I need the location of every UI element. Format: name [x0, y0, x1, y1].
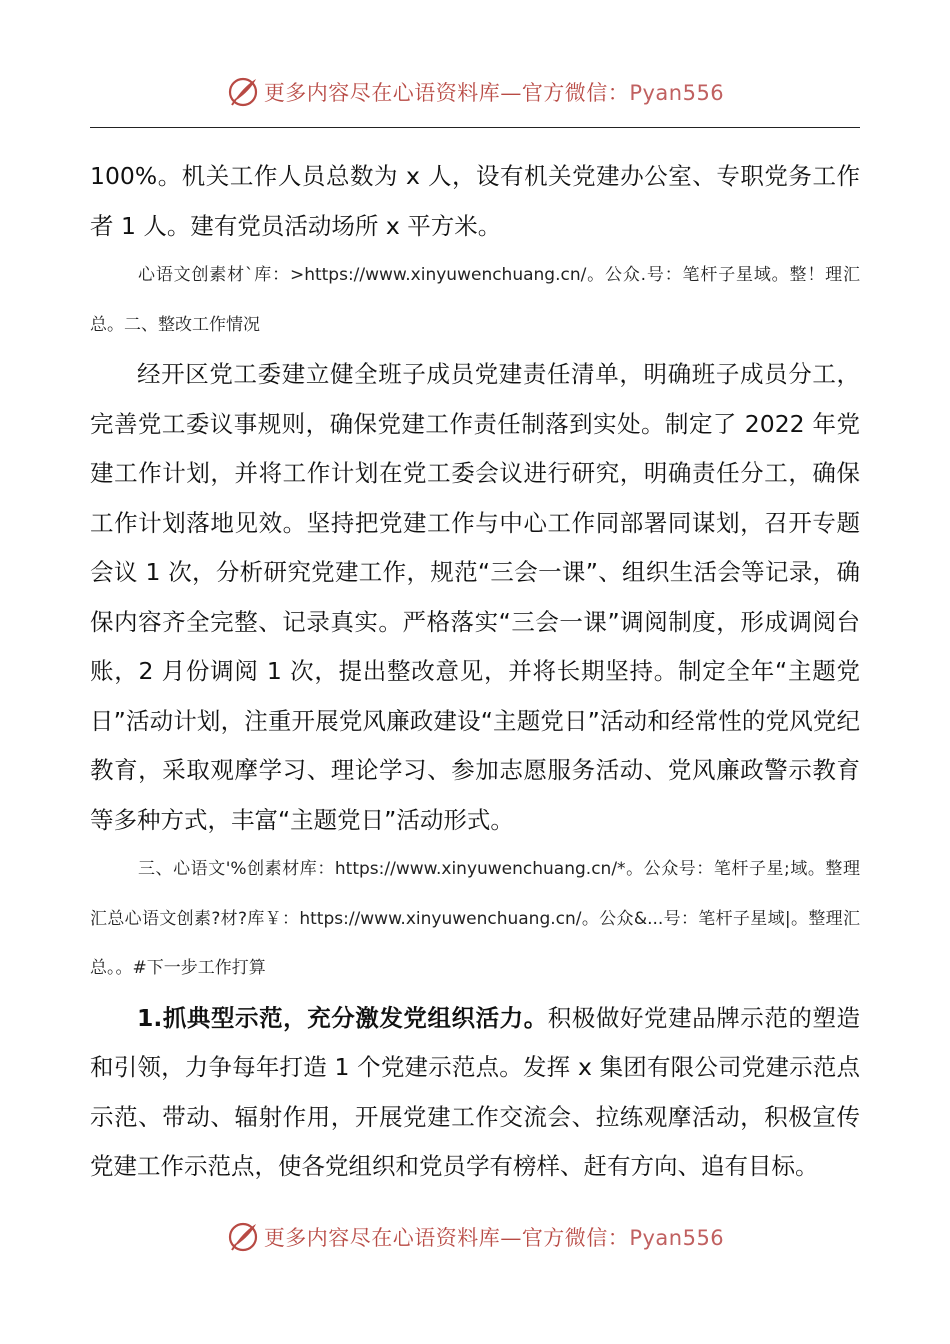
watermark-note-2: 三、心语文'%创素材库：https://www.xinyuwenchuang.cn/*。公众号：笔杆子星;域。整理汇总心语文创素?材?库￥：https://www.xinyuwenchuang.cn/。公众&...号：笔杆子星域|。整理汇总。。#下一步工作打算 [90, 859, 860, 978]
banner-official: 官方微信： [521, 1226, 630, 1250]
quill-logo-icon [226, 75, 260, 109]
banner-wechat-id: Pyan556 [629, 1226, 725, 1250]
header-divider [90, 127, 860, 128]
banner-text [264, 77, 724, 107]
banner-separator: — [500, 1226, 522, 1250]
paragraph-1: 100%。机关工作人员总数为 x 人，设有机关党建办公室、专职党务工作者 1 人。建有党员活动场所 x 平方米。 [90, 162, 860, 240]
paragraph-3-heading: 1.抓典型示范，充分激发党组织活力。 [137, 1003, 548, 1032]
banner-main: 更多内容尽在心语资料库 [263, 81, 501, 105]
banner-wechat-id: Pyan556 [629, 81, 725, 105]
banner-separator: — [500, 81, 522, 105]
document-body [90, 152, 860, 1192]
header-banner [0, 72, 950, 112]
paragraph-2: 经开区党工委建立健全班子成员党建责任清单，明确班子成员分工，完善党工委议事规则，确保党建工作责任制落到实处。制定了 2022 年党建工作计划，并将工作计划在党工委会议进行研究，明确责任分工，确保工作计划落地见效。坚持把党建工作与中心工作同部署同谋划，召开专题会议 1 次，分析研究党建工作，规范“三会一课”、组织生活会等记录，确保内容齐全完整、记录真实。严格落实“三会一课”调阅制度，形成调阅台账，2 月份调阅 1 次，提出整改意见，并将长期坚持。制定全年“主题党日”活动计划，注重开展党风廉政建设“主题党日”活动和经常性的党风党纪教育，采取观摩学习、理论学习、参加志愿服务活动、党风廉政警示教育等多种方式，丰富“主题党日”活动形式。 [90, 360, 860, 834]
footer-banner [0, 1217, 950, 1257]
watermark-note-1: 心语文创素材`库：>https://www.xinyuwenchuang.cn/。公众.号：笔杆子星域。整！理汇总。二、整改工作情况 [90, 265, 860, 335]
paragraph-3-text: 积极做好党建品牌示范的塑造和引领，力争每年打造 1 个党建示范点。发挥 x 集团有限公司党建示范点示范、带动、辐射作用，开展党建工作交流会、拉练观摩活动，积极宣传党建工作示范点，使各党组织和党员学有榜样、赶有方向、追有目标。 [90, 1003, 861, 1180]
banner-official: 官方微信： [521, 81, 630, 105]
paragraph-3 [90, 994, 860, 1192]
quill-logo-icon [226, 1220, 260, 1254]
banner-main: 更多内容尽在心语资料库 [263, 1226, 501, 1250]
banner-text [264, 1222, 724, 1252]
